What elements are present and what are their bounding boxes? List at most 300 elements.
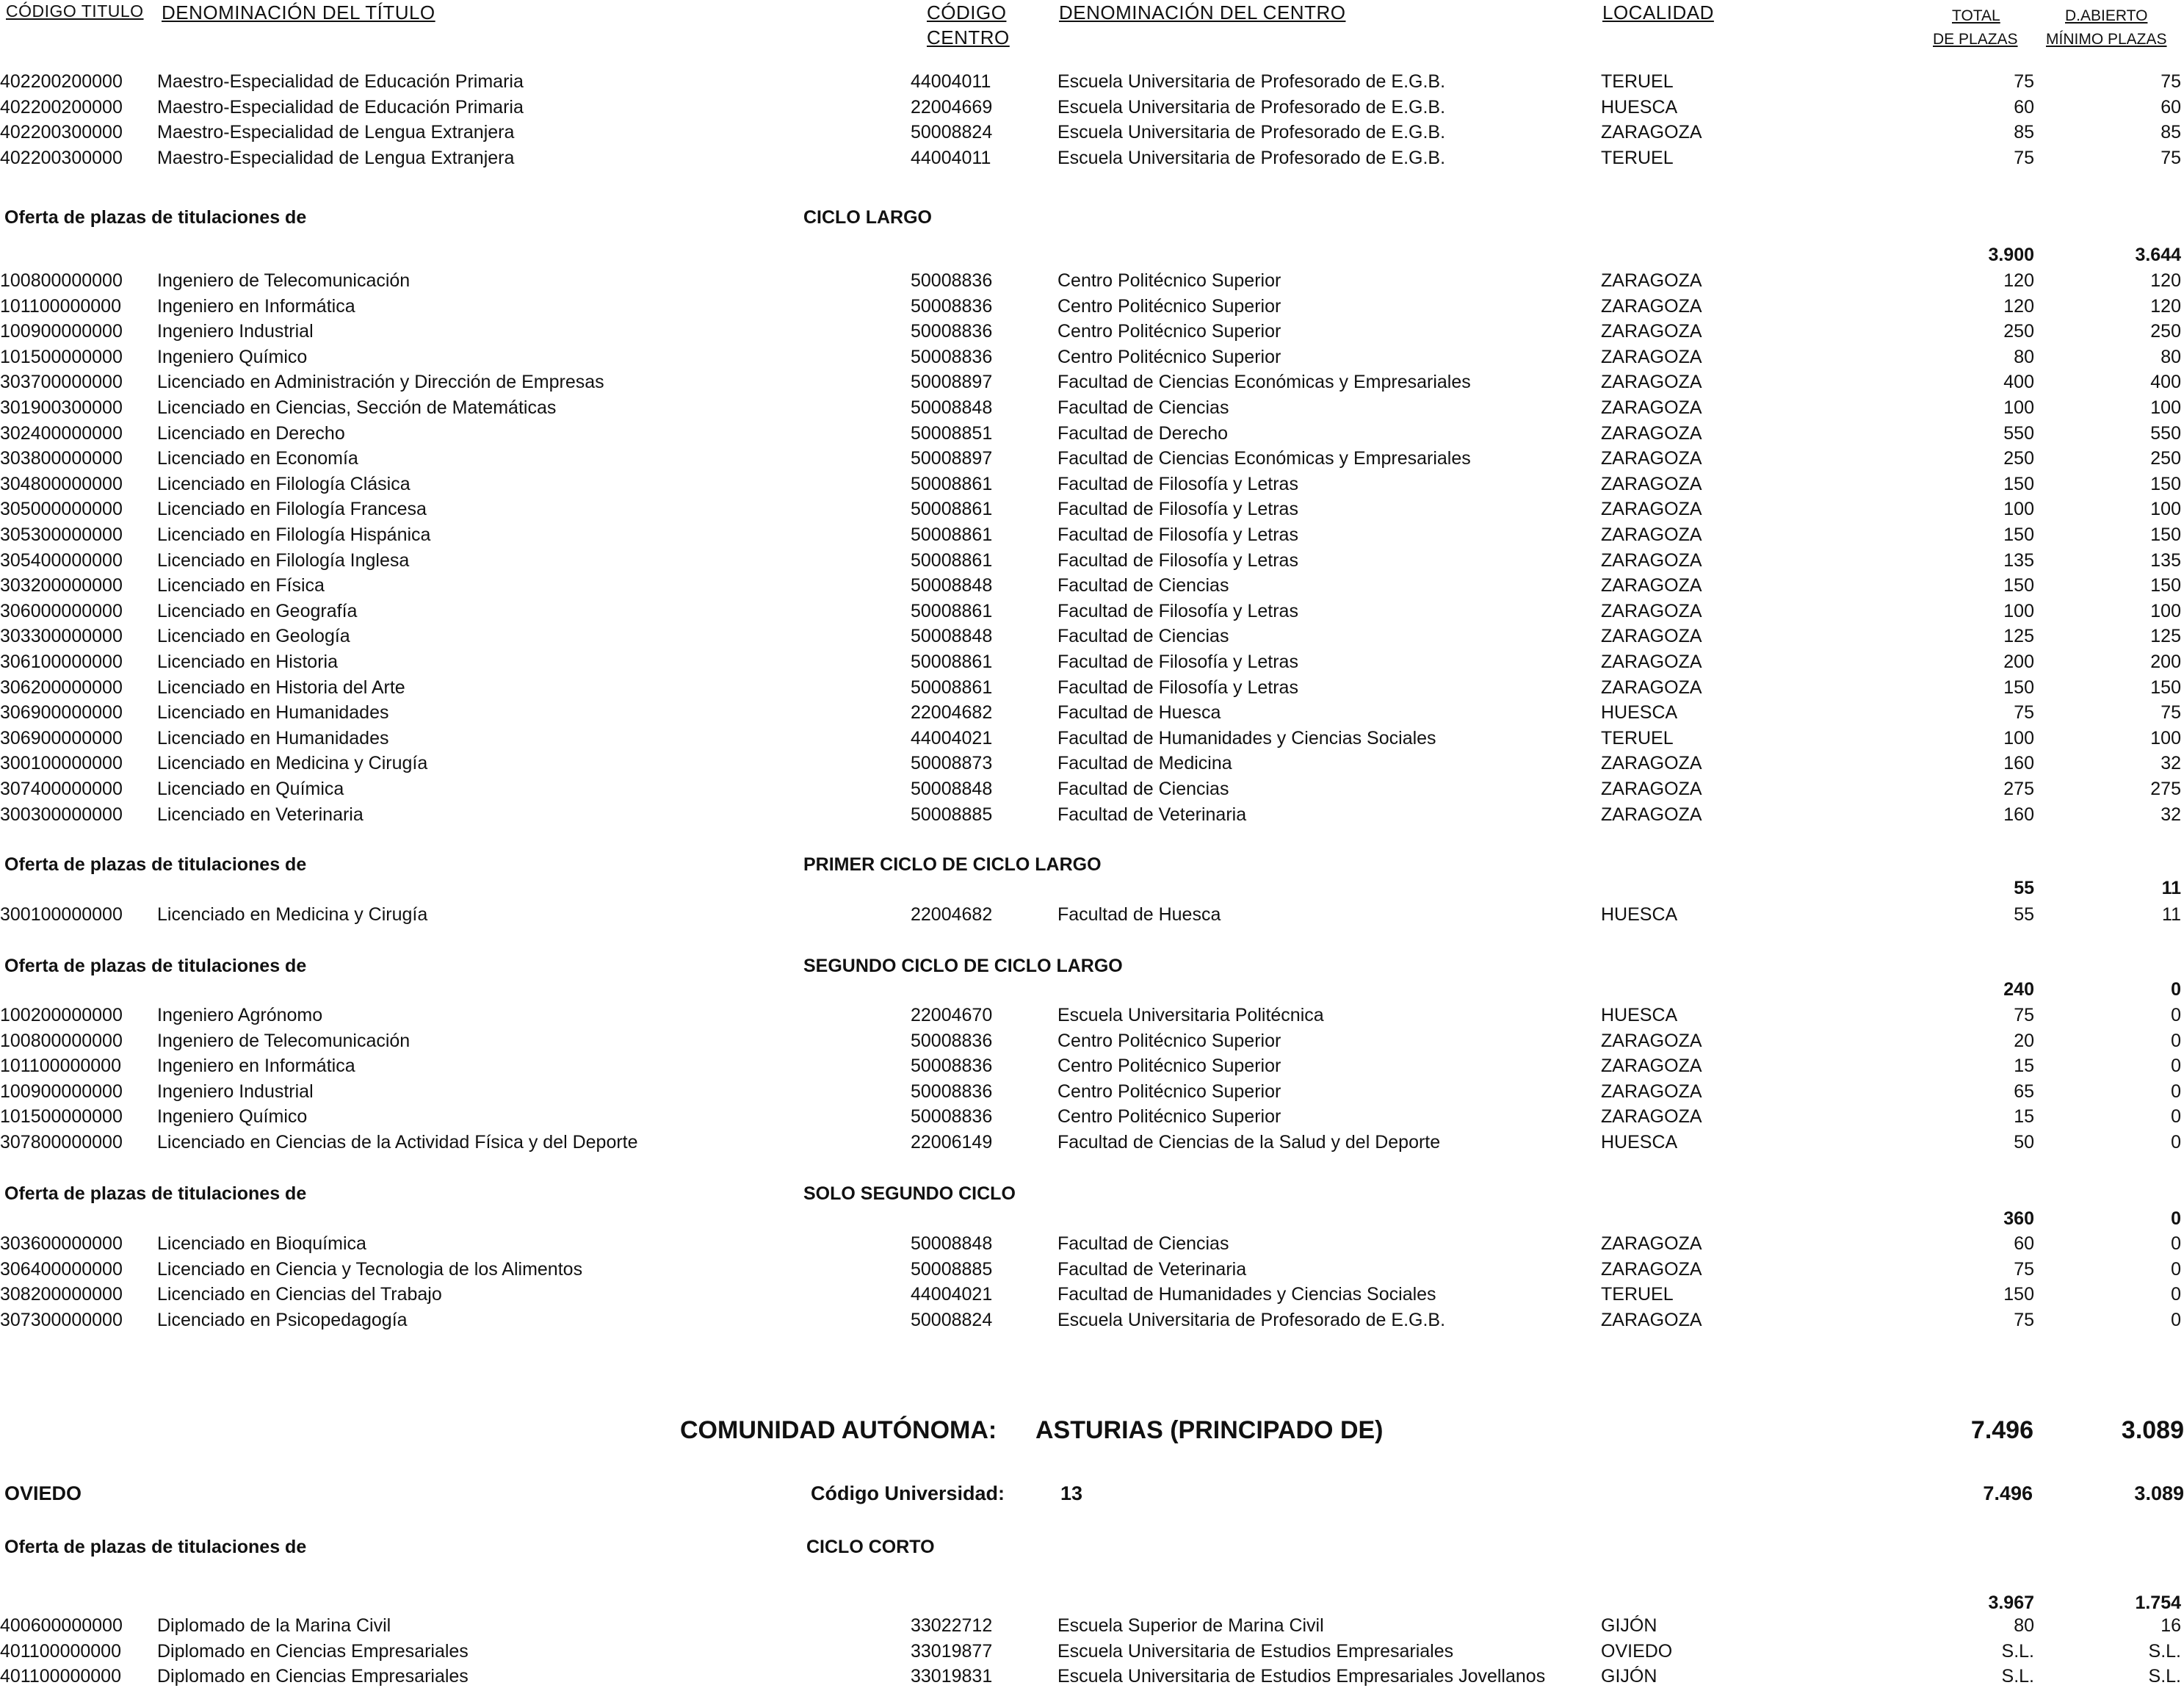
cell-denominacion-titulo: Licenciado en Filología Francesa [157,499,427,520]
cell-codigo-centro: 50008861 [911,677,993,698]
university-code-label: Código Universidad: [811,1482,1005,1504]
cell-abierto-plazas: 0 [2171,1056,2181,1077]
cell-denominacion-centro: Facultad de Ciencias Económicas y Empresariales [1057,372,1471,393]
cell-total-plazas: 135 [2003,549,2034,571]
cell-total-plazas: 120 [2003,270,2034,291]
section-abierto: 11 [2161,878,2181,898]
cell-total-plazas: S.L. [2001,1666,2034,1687]
section-total: 55 [2014,878,2034,898]
cell-codigo-centro: 44004011 [911,71,991,92]
cell-abierto-plazas: 135 [2150,549,2181,571]
cell-codigo-titulo: 401100000000 [0,1640,121,1662]
cell-codigo-centro: 50008897 [911,448,993,469]
cell-denominacion-titulo: Diplomado en Ciencias Empresariales [157,1666,469,1687]
cell-abierto-plazas: 0 [2171,1005,2181,1025]
cell-denominacion-titulo: Licenciado en Ciencias, Sección de Matemáticas [157,397,557,418]
cell-localidad: TERUEL [1601,727,1674,749]
cell-total-plazas: 55 [2014,904,2034,925]
cell-denominacion-titulo: Ingeniero de Telecomunicación [157,1030,411,1051]
cell-abierto-plazas: 75 [2161,71,2181,92]
university-code: 13 [1060,1482,1083,1504]
cell-codigo-titulo: 301900300000 [0,397,123,418]
cell-localidad: ZARAGOZA [1601,372,1702,393]
cell-abierto-plazas: 250 [2150,448,2181,469]
cell-total-plazas: 160 [2003,804,2034,825]
cell-localidad: ZARAGOZA [1601,600,1702,621]
cell-abierto-plazas: 200 [2150,652,2181,672]
cell-denominacion-centro: Facultad de Medicina [1057,753,1232,774]
cell-codigo-titulo: 305000000000 [0,499,123,520]
cell-denominacion-centro: Facultad de Derecho [1057,422,1229,444]
cell-codigo-titulo: 402200300000 [0,147,123,168]
header-total-2: DE PLAZAS [1933,31,2018,48]
section-name: CICLO LARGO [803,207,932,228]
cell-codigo-centro: 50008861 [911,600,993,621]
cell-denominacion-centro: Escuela Universitaria de Profesorado de E.G.B. [1057,96,1446,118]
cell-codigo-titulo: 307300000000 [0,1309,123,1330]
cell-abierto-plazas: S.L. [2148,1640,2181,1662]
cell-denominacion-centro: Facultad de Filosofía y Letras [1057,524,1298,545]
cell-denominacion-centro: Facultad de Ciencias [1057,575,1229,596]
cell-denominacion-centro: Facultad de Filosofía y Letras [1057,473,1298,494]
cell-denominacion-centro: Centro Politécnico Superior [1057,321,1281,342]
cell-denominacion-centro: Centro Politécnico Superior [1057,1056,1281,1077]
cell-localidad: ZARAGOZA [1601,524,1702,545]
cell-codigo-centro: 33019831 [911,1666,993,1687]
cell-total-plazas: 100 [2003,499,2034,520]
cell-abierto-plazas: 125 [2150,626,2181,647]
cell-abierto-plazas: 150 [2150,575,2181,596]
section-offer-label: Oferta de plazas de titulaciones de [4,956,307,976]
cell-total-plazas: 120 [2003,295,2034,317]
cell-total-plazas: 150 [2003,524,2034,545]
cell-localidad: HUESCA [1601,1132,1678,1153]
cell-abierto-plazas: 550 [2150,422,2181,444]
section-total: 3.900 [1988,245,2034,265]
cell-localidad: TERUEL [1601,147,1674,168]
section-name: CICLO CORTO [806,1537,935,1557]
cell-localidad: TERUEL [1601,1284,1674,1305]
cell-localidad: ZARAGOZA [1601,122,1702,143]
cell-denominacion-titulo: Licenciado en Humanidades [157,702,389,724]
university-city: OVIEDO [4,1482,82,1504]
cell-denominacion-titulo: Licenciado en Filología Inglesa [157,549,410,571]
cell-denominacion-centro: Escuela Universitaria Politécnica [1057,1005,1324,1025]
cell-localidad: HUESCA [1601,904,1678,925]
cell-codigo-titulo: 305300000000 [0,524,123,545]
cell-codigo-titulo: 306900000000 [0,702,123,724]
cell-codigo-centro: 22004670 [911,1005,993,1025]
cell-denominacion-centro: Facultad de Humanidades y Ciencias Sociales [1057,727,1436,749]
cell-codigo-titulo: 302400000000 [0,422,123,444]
cell-abierto-plazas: 0 [2171,1132,2181,1153]
section-abierto: 3.644 [2135,245,2181,265]
cell-denominacion-titulo: Ingeniero Agrónomo [157,1005,323,1025]
cell-localidad: ZARAGOZA [1601,1081,1702,1102]
cell-codigo-centro: 50008861 [911,524,993,545]
cell-codigo-centro: 50008885 [911,804,993,825]
cell-localidad: ZARAGOZA [1601,1106,1702,1128]
cell-abierto-plazas: 275 [2150,779,2181,799]
cell-total-plazas: 100 [2003,727,2034,749]
cell-total-plazas: 100 [2003,600,2034,621]
cell-denominacion-centro: Facultad de Filosofía y Letras [1057,600,1298,621]
cell-localidad: HUESCA [1601,1005,1678,1025]
section-total: 3.967 [1988,1593,2034,1613]
cell-abierto-plazas: 0 [2171,1233,2181,1254]
cell-codigo-centro: 50008851 [911,422,993,444]
cell-total-plazas: 125 [2003,626,2034,647]
cell-denominacion-centro: Centro Politécnico Superior [1057,270,1281,291]
cell-codigo-titulo: 307400000000 [0,779,123,799]
cell-total-plazas: 160 [2003,753,2034,774]
cell-codigo-centro: 50008836 [911,346,993,367]
cell-total-plazas: 75 [2014,1309,2034,1330]
section-abierto: 1.754 [2135,1593,2181,1613]
cell-denominacion-titulo: Ingeniero en Informática [157,1056,355,1077]
cell-codigo-centro: 50008861 [911,499,993,520]
cell-codigo-centro: 22004669 [911,96,993,118]
university-abierto: 3.089 [2134,1482,2184,1504]
cell-total-plazas: 20 [2014,1030,2034,1051]
cell-localidad: ZARAGOZA [1601,626,1702,647]
cell-codigo-centro: 50008836 [911,1081,993,1102]
cell-abierto-plazas: 120 [2150,270,2181,291]
cell-codigo-titulo: 101100000000 [0,1056,121,1077]
cell-denominacion-titulo: Maestro-Especialidad de Lengua Extranjera [157,147,515,168]
section-offer-label: Oferta de plazas de titulaciones de [4,207,307,228]
header-codigo-centro-1: CÓDIGO [927,1,1007,24]
cell-denominacion-centro: Facultad de Filosofía y Letras [1057,652,1298,672]
cell-denominacion-titulo: Licenciado en Ciencias del Trabajo [157,1284,442,1305]
cell-denominacion-centro: Escuela Superior de Marina Civil [1057,1615,1324,1636]
header-denominacion-titulo: DENOMINACIÓN DEL TÍTULO [162,1,435,24]
header-denominacion-centro: DENOMINACIÓN DEL CENTRO [1059,1,1346,24]
cell-abierto-plazas: 75 [2161,147,2181,168]
cell-codigo-titulo: 101500000000 [0,346,123,367]
cell-denominacion-centro: Escuela Universitaria de Profesorado de E.G.B. [1057,122,1446,143]
cell-abierto-plazas: 150 [2150,677,2181,698]
cell-denominacion-centro: Facultad de Filosofía y Letras [1057,549,1298,571]
cell-codigo-titulo: 101100000000 [0,295,121,317]
cell-codigo-titulo: 304800000000 [0,473,123,494]
cell-codigo-centro: 50008897 [911,372,993,393]
cell-denominacion-titulo: Ingeniero en Informática [157,295,355,317]
cell-total-plazas: 150 [2003,677,2034,698]
cell-total-plazas: 75 [2014,1005,2034,1025]
cell-total-plazas: 75 [2014,71,2034,92]
cell-codigo-centro: 22006149 [911,1132,993,1153]
header-codigo-centro-2: CENTRO [927,26,1010,48]
cell-codigo-titulo: 306200000000 [0,677,123,698]
comunidad-total: 7.496 [1970,1416,2033,1444]
cell-codigo-centro: 50008861 [911,652,993,672]
cell-denominacion-centro: Centro Politécnico Superior [1057,1030,1281,1051]
cell-denominacion-titulo: Ingeniero Industrial [157,321,314,342]
cell-total-plazas: 550 [2003,422,2034,444]
cell-denominacion-titulo: Ingeniero de Telecomunicación [157,270,411,291]
cell-total-plazas: 15 [2014,1106,2034,1128]
cell-denominacion-titulo: Licenciado en Ciencias de la Actividad Física y del Deporte [157,1132,638,1153]
cell-denominacion-titulo: Diplomado en Ciencias Empresariales [157,1640,469,1662]
cell-codigo-titulo: 303600000000 [0,1233,123,1254]
cell-total-plazas: 400 [2003,372,2034,393]
cell-abierto-plazas: 0 [2171,1284,2181,1305]
cell-codigo-titulo: 300300000000 [0,804,123,825]
cell-denominacion-centro: Centro Politécnico Superior [1057,295,1281,317]
cell-denominacion-titulo: Ingeniero Químico [157,346,308,367]
cell-abierto-plazas: 0 [2171,1081,2181,1102]
cell-codigo-titulo: 100900000000 [0,1081,123,1102]
cell-denominacion-titulo: Licenciado en Bioquímica [157,1233,366,1254]
cell-codigo-titulo: 306100000000 [0,652,123,672]
cell-abierto-plazas: 400 [2150,372,2181,393]
cell-denominacion-centro: Facultad de Veterinaria [1057,1258,1247,1280]
cell-abierto-plazas: 100 [2150,499,2181,520]
cell-denominacion-titulo: Licenciado en Física [157,575,325,596]
cell-codigo-centro: 50008861 [911,473,993,494]
section-offer-label: Oferta de plazas de titulaciones de [4,1183,307,1204]
cell-codigo-centro: 50008873 [911,753,993,774]
cell-localidad: ZARAGOZA [1601,1030,1702,1051]
cell-localidad: ZARAGOZA [1601,753,1702,774]
cell-codigo-titulo: 401100000000 [0,1666,121,1687]
cell-denominacion-titulo: Licenciado en Humanidades [157,727,389,749]
cell-codigo-centro: 50008861 [911,549,993,571]
cell-total-plazas: 250 [2003,448,2034,469]
cell-localidad: ZARAGOZA [1601,499,1702,520]
cell-codigo-centro: 50008824 [911,1309,993,1330]
cell-abierto-plazas: 150 [2150,524,2181,545]
cell-codigo-titulo: 306400000000 [0,1258,123,1280]
cell-denominacion-titulo: Maestro-Especialidad de Educación Primaria [157,96,524,118]
cell-codigo-centro: 50008836 [911,321,993,342]
cell-abierto-plazas: 75 [2161,702,2181,724]
cell-total-plazas: 75 [2014,1258,2034,1280]
cell-abierto-plazas: 32 [2161,753,2181,774]
cell-abierto-plazas: 120 [2150,295,2181,317]
cell-codigo-centro: 50008836 [911,1106,993,1128]
cell-codigo-titulo: 303800000000 [0,448,123,469]
cell-abierto-plazas: 11 [2162,904,2181,925]
cell-abierto-plazas: 0 [2171,1030,2181,1051]
cell-localidad: ZARAGOZA [1601,397,1702,418]
cell-codigo-centro: 44004021 [911,1284,993,1305]
cell-abierto-plazas: 0 [2171,1258,2181,1280]
cell-codigo-titulo: 300100000000 [0,904,123,925]
cell-localidad: ZARAGOZA [1601,1258,1702,1280]
cell-denominacion-titulo: Diplomado de la Marina Civil [157,1615,391,1636]
cell-codigo-centro: 50008836 [911,295,993,317]
cell-denominacion-centro: Centro Politécnico Superior [1057,1106,1281,1128]
section-abierto: 0 [2171,1208,2181,1229]
cell-codigo-centro: 44004021 [911,727,993,749]
header-localidad: LOCALIDAD [1602,1,1714,24]
cell-total-plazas: 200 [2003,652,2034,672]
cell-denominacion-centro: Centro Politécnico Superior [1057,1081,1281,1102]
cell-localidad: HUESCA [1601,96,1678,118]
section-offer-label: Oferta de plazas de titulaciones de [4,1537,307,1557]
cell-denominacion-centro: Facultad de Ciencias Económicas y Empresariales [1057,448,1471,469]
cell-codigo-titulo: 303200000000 [0,575,123,596]
cell-denominacion-centro: Escuela Universitaria de Profesorado de E.G.B. [1057,1309,1446,1330]
cell-denominacion-titulo: Licenciado en Economía [157,448,358,469]
cell-total-plazas: 60 [2014,96,2034,118]
cell-codigo-centro: 50008848 [911,1233,993,1254]
cell-total-plazas: 50 [2014,1132,2034,1153]
cell-codigo-titulo: 100200000000 [0,1005,123,1025]
cell-denominacion-centro: Facultad de Filosofía y Letras [1057,499,1298,520]
cell-localidad: ZARAGOZA [1601,652,1702,672]
cell-codigo-centro: 50008824 [911,122,993,143]
cell-abierto-plazas: 80 [2161,346,2181,367]
cell-codigo-centro: 50008885 [911,1258,993,1280]
cell-localidad: GIJÓN [1601,1666,1657,1687]
cell-denominacion-centro: Facultad de Ciencias [1057,626,1229,647]
cell-denominacion-titulo: Licenciado en Ciencia y Tecnologia de los Alimentos [157,1258,583,1280]
cell-total-plazas: 85 [2014,122,2034,143]
cell-denominacion-titulo: Licenciado en Medicina y Cirugía [157,753,428,774]
cell-denominacion-titulo: Ingeniero Químico [157,1106,308,1128]
cell-localidad: ZARAGOZA [1601,422,1702,444]
cell-denominacion-centro: Escuela Universitaria de Estudios Empresariales [1057,1640,1454,1662]
header-abierto-2: MÍNIMO PLAZAS [2046,31,2167,48]
cell-abierto-plazas: S.L. [2148,1666,2181,1687]
cell-denominacion-centro: Centro Politécnico Superior [1057,346,1281,367]
cell-total-plazas: 275 [2003,779,2034,799]
cell-localidad: TERUEL [1601,71,1674,92]
cell-total-plazas: 75 [2014,147,2034,168]
cell-localidad: OVIEDO [1601,1640,1673,1662]
cell-abierto-plazas: 100 [2150,727,2181,749]
cell-denominacion-titulo: Licenciado en Química [157,779,344,799]
cell-denominacion-titulo: Licenciado en Historia del Arte [157,677,405,698]
cell-total-plazas: S.L. [2001,1640,2034,1662]
section-name: SEGUNDO CICLO DE CICLO LARGO [803,956,1123,976]
cell-total-plazas: 80 [2014,1615,2034,1636]
cell-codigo-titulo: 303700000000 [0,372,123,393]
cell-codigo-centro: 33022712 [911,1615,993,1636]
cell-localidad: ZARAGOZA [1601,575,1702,596]
cell-codigo-centro: 50008848 [911,397,993,418]
cell-localidad: ZARAGOZA [1601,549,1702,571]
cell-codigo-titulo: 303300000000 [0,626,123,647]
cell-total-plazas: 150 [2003,1284,2034,1305]
cell-denominacion-centro: Facultad de Veterinaria [1057,804,1247,825]
cell-codigo-titulo: 308200000000 [0,1284,123,1305]
cell-codigo-titulo: 300100000000 [0,753,123,774]
cell-codigo-titulo: 100800000000 [0,1030,123,1051]
cell-abierto-plazas: 0 [2171,1309,2181,1330]
cell-denominacion-centro: Facultad de Ciencias [1057,397,1229,418]
cell-denominacion-centro: Facultad de Filosofía y Letras [1057,677,1298,698]
cell-codigo-centro: 50008836 [911,1056,993,1077]
cell-codigo-titulo: 100800000000 [0,270,123,291]
cell-localidad: ZARAGOZA [1601,804,1702,825]
cell-denominacion-titulo: Maestro-Especialidad de Lengua Extranjera [157,122,515,143]
comunidad-label: COMUNIDAD AUTÓNOMA: [680,1416,997,1444]
cell-abierto-plazas: 60 [2161,96,2181,118]
section-total: 360 [2003,1208,2034,1229]
cell-denominacion-titulo: Licenciado en Derecho [157,422,345,444]
cell-codigo-titulo: 305400000000 [0,549,123,571]
comunidad-name: ASTURIAS (PRINCIPADO DE) [1035,1416,1384,1444]
cell-abierto-plazas: 85 [2161,122,2181,143]
section-name: PRIMER CICLO DE CICLO LARGO [803,854,1102,875]
cell-total-plazas: 60 [2014,1233,2034,1254]
cell-localidad: HUESCA [1601,702,1678,724]
cell-denominacion-titulo: Licenciado en Medicina y Cirugía [157,904,428,925]
cell-abierto-plazas: 250 [2150,321,2181,342]
cell-codigo-titulo: 100900000000 [0,321,123,342]
cell-localidad: ZARAGOZA [1601,1233,1702,1254]
cell-denominacion-centro: Facultad de Ciencias [1057,779,1229,799]
cell-localidad: ZARAGOZA [1601,677,1702,698]
cell-codigo-titulo: 306000000000 [0,600,123,621]
cell-codigo-centro: 44004011 [911,147,991,168]
cell-codigo-titulo: 402200200000 [0,96,123,118]
cell-denominacion-titulo: Maestro-Especialidad de Educación Primaria [157,71,524,92]
cell-localidad: ZARAGOZA [1601,270,1702,291]
cell-codigo-centro: 22004682 [911,702,993,724]
header-total-1: TOTAL [1952,7,2000,24]
cell-codigo-centro: 50008836 [911,1030,993,1051]
cell-codigo-centro: 50008848 [911,575,993,596]
cell-codigo-titulo: 101500000000 [0,1106,123,1128]
cell-denominacion-centro: Escuela Universitaria de Profesorado de E.G.B. [1057,71,1446,92]
cell-denominacion-centro: Facultad de Huesca [1057,702,1221,724]
cell-total-plazas: 75 [2014,702,2034,724]
cell-localidad: ZARAGOZA [1601,473,1702,494]
cell-denominacion-titulo: Licenciado en Geología [157,626,350,647]
cell-codigo-centro: 33019877 [911,1640,993,1662]
cell-denominacion-titulo: Licenciado en Psicopedagogía [157,1309,408,1330]
cell-localidad: ZARAGOZA [1601,346,1702,367]
cell-codigo-titulo: 400600000000 [0,1615,123,1636]
cell-total-plazas: 250 [2003,321,2034,342]
cell-denominacion-centro: Facultad de Huesca [1057,904,1221,925]
cell-codigo-titulo: 306900000000 [0,727,123,749]
cell-localidad: ZARAGOZA [1601,1056,1702,1077]
cell-codigo-centro: 50008848 [911,626,993,647]
cell-abierto-plazas: 32 [2161,804,2181,825]
cell-denominacion-centro: Escuela Universitaria de Profesorado de E.G.B. [1057,147,1446,168]
cell-denominacion-titulo: Licenciado en Historia [157,652,338,672]
cell-denominacion-titulo: Licenciado en Administración y Dirección de Empresas [157,372,604,393]
cell-total-plazas: 65 [2014,1081,2034,1102]
cell-localidad: ZARAGOZA [1601,321,1702,342]
cell-localidad: ZARAGOZA [1601,448,1702,469]
cell-localidad: GIJÓN [1601,1615,1657,1636]
cell-total-plazas: 15 [2014,1056,2034,1077]
cell-abierto-plazas: 150 [2150,473,2181,494]
university-total: 7.496 [1983,1482,2033,1504]
cell-denominacion-titulo: Ingeniero Industrial [157,1081,314,1102]
cell-codigo-titulo: 402200200000 [0,71,123,92]
cell-denominacion-centro: Facultad de Ciencias [1057,1233,1229,1254]
cell-abierto-plazas: 100 [2150,397,2181,418]
cell-codigo-centro: 22004682 [911,904,993,925]
cell-localidad: ZARAGOZA [1601,779,1702,799]
cell-abierto-plazas: 100 [2150,600,2181,621]
cell-denominacion-centro: Escuela Universitaria de Estudios Empresariales Jovellanos [1057,1666,1546,1687]
section-name: SOLO SEGUNDO CICLO [803,1183,1016,1204]
cell-denominacion-titulo: Licenciado en Veterinaria [157,804,364,825]
cell-abierto-plazas: 16 [2161,1615,2181,1636]
cell-codigo-centro: 50008848 [911,779,993,799]
section-total: 240 [2003,979,2034,1000]
section-offer-label: Oferta de plazas de titulaciones de [4,854,307,875]
